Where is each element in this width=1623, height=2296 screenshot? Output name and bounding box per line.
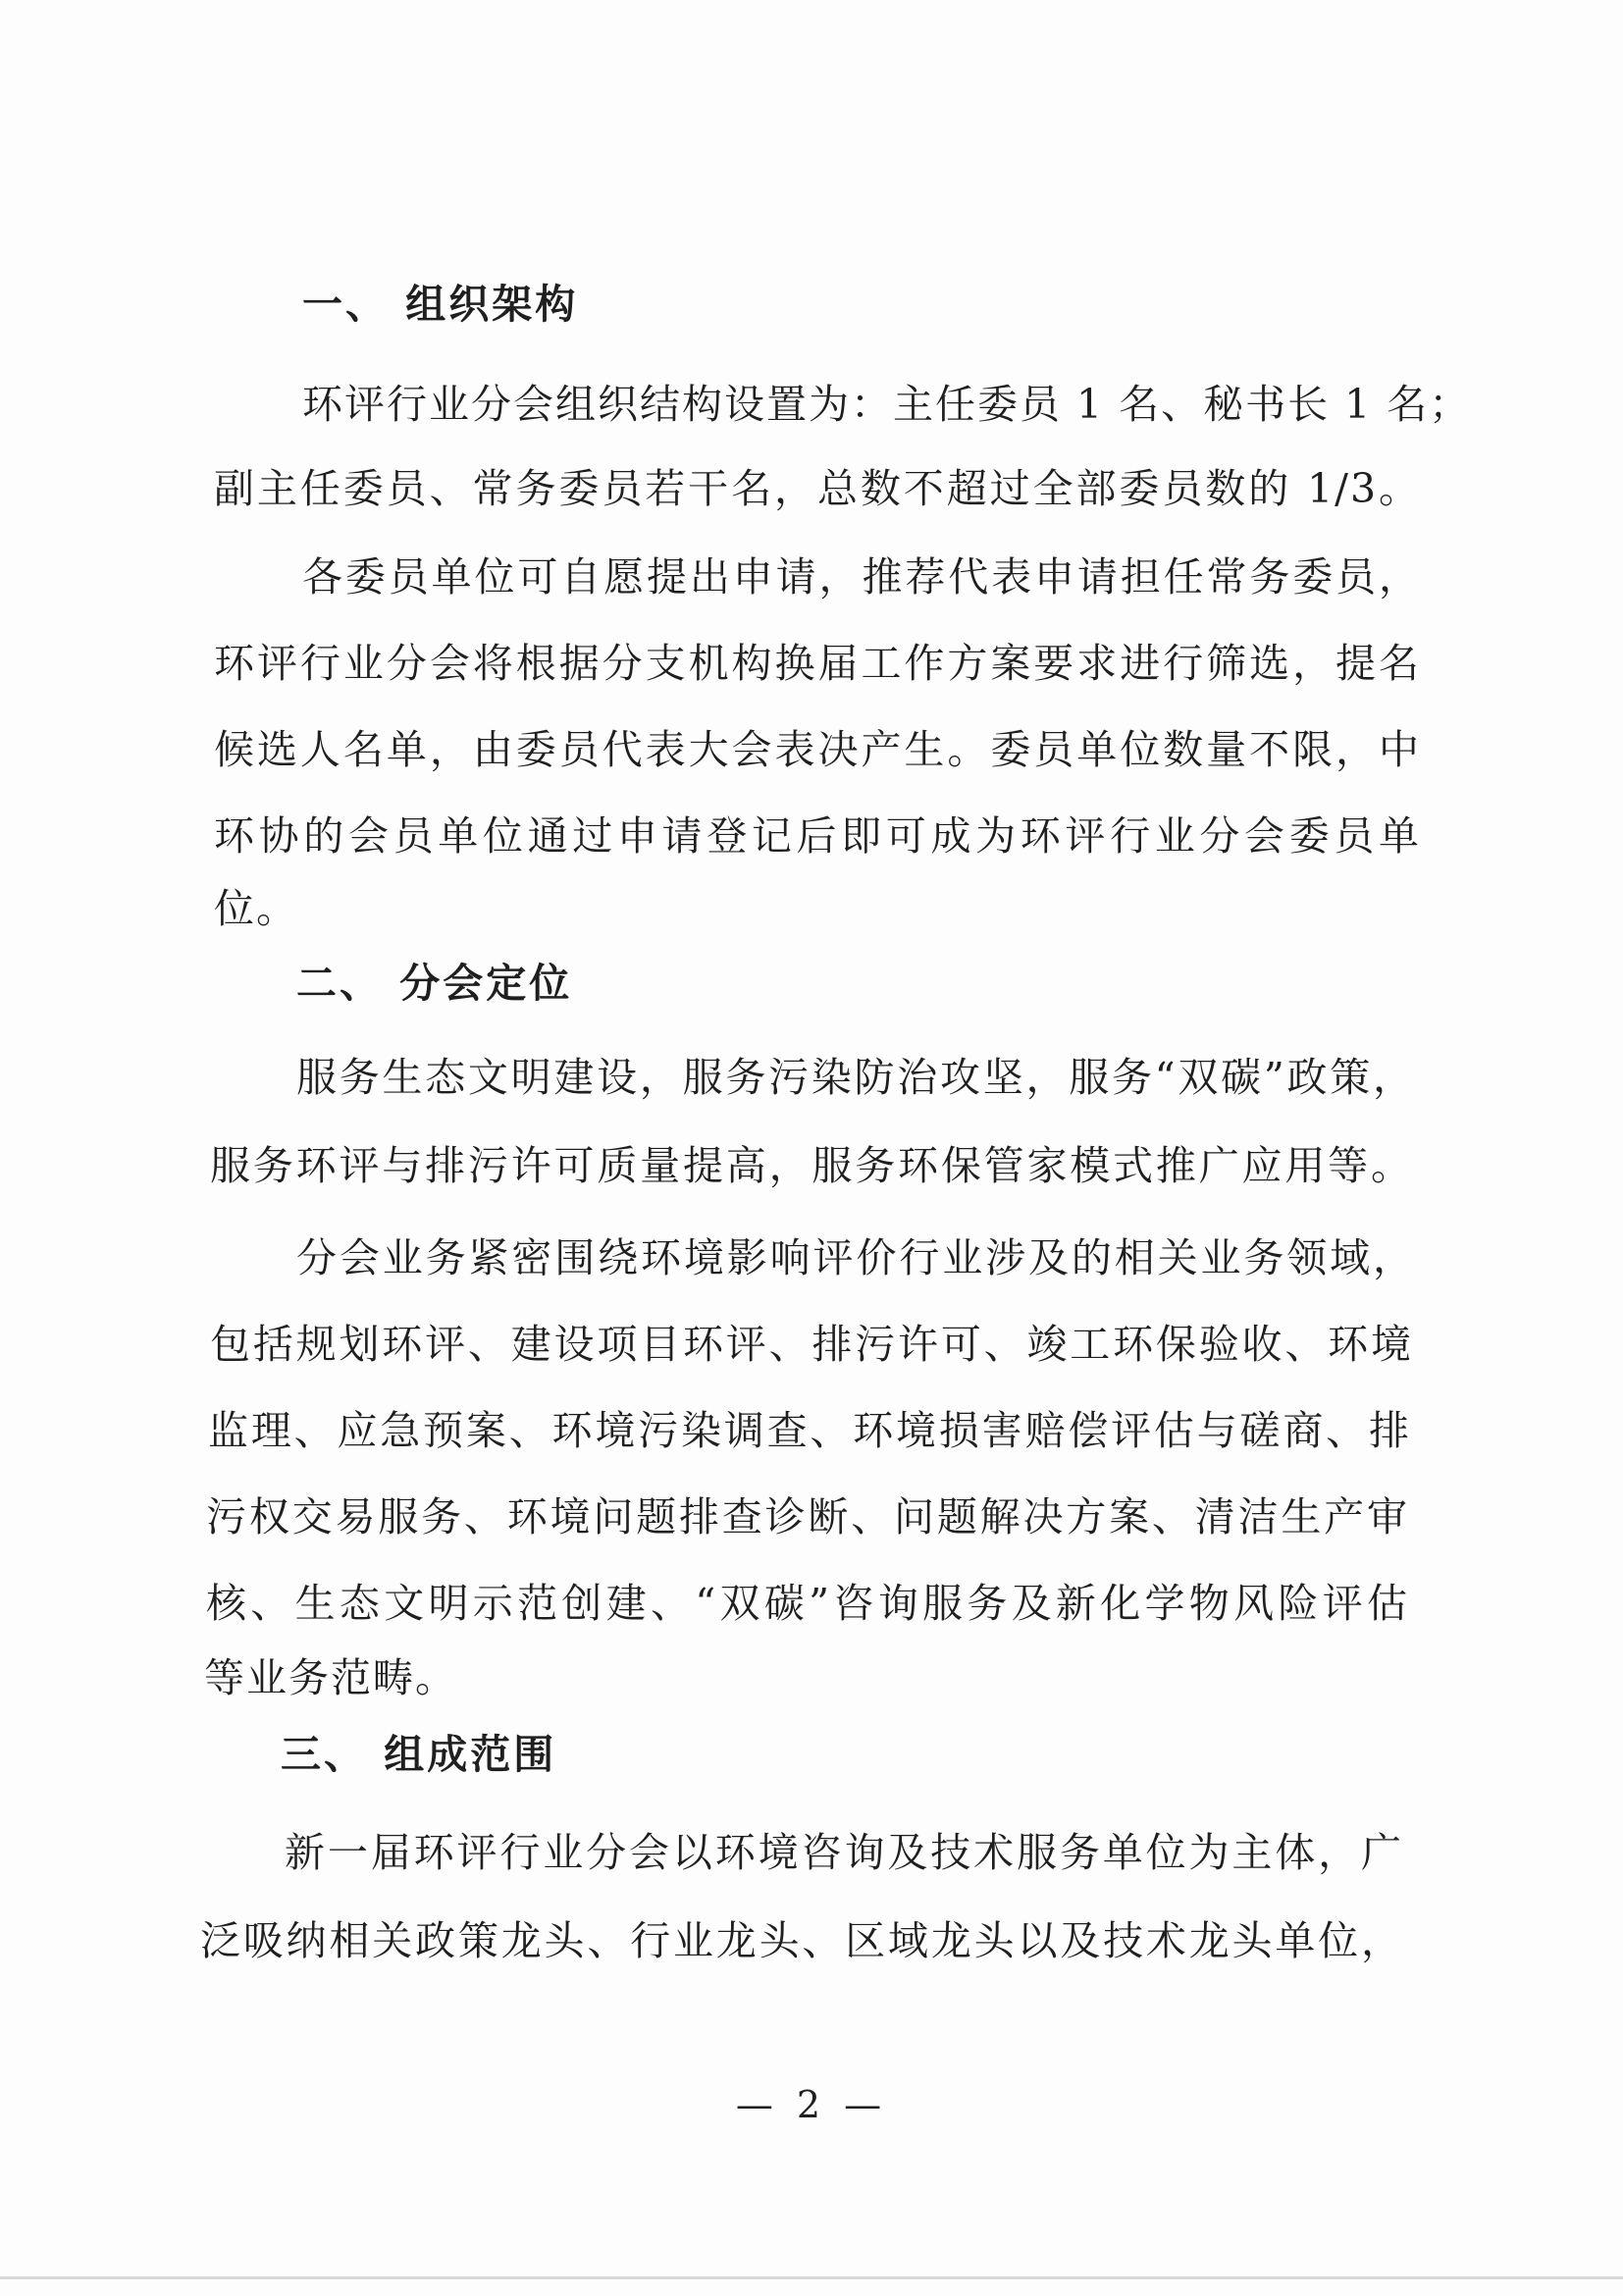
paragraph-line: 新一届环评行业分会以环境咨询及技术服务单位为主体，广 xyxy=(285,1829,1403,1876)
paragraph-line: 各委员单位可自愿提出申请，推荐代表申请担任常务委员， xyxy=(302,553,1421,600)
paragraph-line: 监理、应急预案、环境污染调查、环境损害赔偿评估与磋商、排 xyxy=(208,1407,1411,1454)
paragraph-line: 环评行业分会将根据分支机构换届工作方案要求进行筛选，提名 xyxy=(214,640,1421,687)
paragraph-line: 副主任委员、常务委员若干名，总数不超过全部委员数的 1/3。 xyxy=(214,465,1421,512)
section-heading-composition: 三、 组成范围 xyxy=(281,1731,557,1778)
paragraph-line: 泛吸纳相关政策龙头、行业龙头、区域龙头以及技术龙头单位， xyxy=(200,1917,1403,1964)
paragraph-line: 服务环评与排污许可质量提高，服务环保管家模式推广应用等。 xyxy=(210,1142,1413,1189)
section-heading-organization: 一、 组织架构 xyxy=(302,281,579,328)
scan-edge-divider xyxy=(0,2276,1623,2279)
paragraph-line: 分会业务紧密围绕环境影响评价行业涉及的相关业务领域， xyxy=(296,1234,1415,1281)
paragraph-line: 候选人名单，由委员代表大会表决产生。委员单位数量不限，中 xyxy=(214,726,1421,773)
paragraph-line: 污权交易服务、环境问题排查诊断、问题解决方案、清洁生产审 xyxy=(206,1493,1409,1540)
paragraph-line: 服务生态文明建设，服务污染防治攻坚，服务“双碳”政策， xyxy=(296,1054,1415,1101)
paragraph-line: 包括规划环评、建设项目环评、排污许可、竣工环保验收、环境 xyxy=(210,1321,1413,1368)
paragraph-line: 核、生态文明示范创建、“双碳”咨询服务及新化学物风险评估 xyxy=(206,1580,1409,1627)
paragraph-line: 环评行业分会组织结构设置为：主任委员 1 名、秘书长 1 名； xyxy=(302,381,1472,428)
section-heading-positioning: 二、 分会定位 xyxy=(296,960,573,1007)
paragraph-line: 环协的会员单位通过申请登记后即可成为环评行业分会委员单 xyxy=(214,812,1421,860)
paragraph-line: 等业务范畴。 xyxy=(204,1654,457,1701)
paragraph-line: 位。 xyxy=(214,885,298,932)
page-number: — 2 — xyxy=(735,2083,888,2126)
